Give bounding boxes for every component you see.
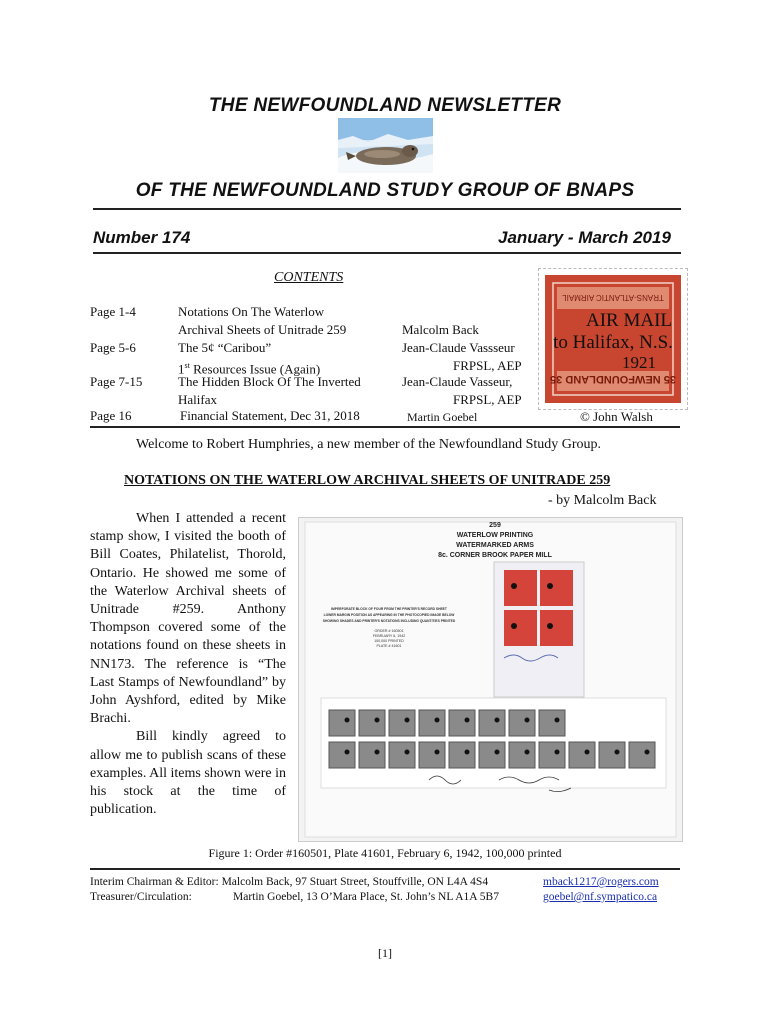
- toc-page-1: Page 1-4: [90, 304, 136, 319]
- grey-stamp: [329, 742, 355, 768]
- punch-hole: [495, 750, 500, 755]
- svg-text:WATERLOW PRINTING: WATERLOW PRINTING: [456, 532, 534, 539]
- treasurer-email-link[interactable]: goebel@nf.sympatico.ca: [543, 891, 658, 903]
- svg-text:SHOWING SHADES AND PRINTER'S N: SHOWING SHADES AND PRINTER'S NOTATIONS INCLUDING QUANTITIES PRINTED: [322, 619, 456, 623]
- footer-treasurer-address: Martin Goebel, 13 O’Mara Place, St. John’s NL A1A 5B7: [233, 891, 499, 903]
- toc-author-4: Martin Goebel: [407, 410, 478, 424]
- punch-hole: [435, 718, 440, 723]
- punch-hole: [405, 750, 410, 755]
- seal-logo-image: [338, 118, 433, 173]
- stamp-overprint-line1: AIR MAIL: [585, 310, 673, 331]
- punch-hole: [405, 718, 410, 723]
- toc-title-2a: The 5¢ “Caribou”: [178, 340, 272, 355]
- grey-stamp: [599, 742, 625, 768]
- punch-hole: [465, 718, 470, 723]
- toc-page-4: Page 16: [90, 408, 132, 423]
- grey-stamp: [359, 710, 385, 736]
- grey-stamp: [359, 742, 385, 768]
- grey-stamp: [389, 710, 415, 736]
- punch-hole: [585, 750, 590, 755]
- figure-caption: Figure 1: Order #160501, Plate 41601, February 6, 1942, 100,000 printed: [208, 846, 562, 860]
- toc-author-2b: FRPSL, AEP: [453, 358, 522, 373]
- punch-hole: [375, 718, 380, 723]
- issue-date: January - March 2019: [498, 228, 671, 247]
- toc-author-3a: Jean-Claude Vasseur,: [402, 374, 513, 389]
- grey-stamp: [449, 742, 475, 768]
- svg-text:WATERMARKED ARMS: WATERMARKED ARMS: [456, 542, 534, 549]
- punch-hole: [547, 623, 553, 629]
- grey-stamp: [509, 710, 535, 736]
- punch-hole: [511, 623, 517, 629]
- punch-hole: [525, 718, 530, 723]
- punch-hole: [495, 718, 500, 723]
- red-stamp: [540, 570, 573, 606]
- article-paragraph-1: When I attended a recent stamp show, I visited the booth of Bill Coates, Philatelist, Thorold, Ontario. He showed me some of the Waterlow Archival sheets of Unitrade #259. Anthony Thompson covered some of the notations found on these sheets in NN173. The reference is “The Last Stamps of Newfoundland” by John Ayshford, edited by Mike Brachi.: [90, 511, 286, 727]
- issue-number: Number 174: [93, 228, 191, 247]
- svg-text:IMPERFORATE BLOCK OF FOUR FROM: IMPERFORATE BLOCK OF FOUR FROM THE PRINTER'S RECORD SHEET: [331, 607, 447, 611]
- article-byline: - by Malcolm Back: [548, 493, 657, 508]
- header-rule-top: [93, 208, 681, 210]
- toc-title-2b: 1st Resources Issue (Again): [178, 361, 321, 377]
- header-rule-bottom: [93, 252, 681, 254]
- toc-title-3a: The Hidden Block Of The Inverted: [178, 374, 361, 389]
- toc-title-1a: Notations On The Waterlow: [178, 304, 325, 319]
- page-number: [1]: [378, 946, 392, 960]
- grey-stamp: [329, 710, 355, 736]
- svg-text:100,000 PRINTED: 100,000 PRINTED: [374, 639, 404, 643]
- grey-stamp: [419, 710, 445, 736]
- grey-stamp: [629, 742, 655, 768]
- footer-treasurer-label: Treasurer/Circulation:: [90, 891, 192, 903]
- punch-hole: [465, 750, 470, 755]
- svg-text:PLATE # 41601: PLATE # 41601: [376, 644, 402, 648]
- welcome-note: Welcome to Robert Humphries, a new member of the Newfoundland Study Group.: [136, 437, 602, 452]
- toc-page-2: Page 5-6: [90, 340, 136, 355]
- grey-stamp: [569, 742, 595, 768]
- toc-title-3b: Halifax: [178, 392, 217, 407]
- punch-hole: [555, 718, 560, 723]
- grey-stamp: [479, 710, 505, 736]
- svg-text:TRANS-ATLANTIC AIRMAIL: TRANS-ATLANTIC AIRMAIL: [562, 293, 664, 302]
- toc-author-1: Malcolm Back: [402, 322, 479, 337]
- grey-stamp: [539, 742, 565, 768]
- red-stamp: [504, 610, 537, 646]
- toc-title-4: Financial Statement, Dec 31, 2018: [180, 408, 360, 423]
- editor-email-link[interactable]: mback1217@rogers.com: [543, 876, 659, 888]
- toc-page-3: Page 7-15: [90, 374, 143, 389]
- archival-sheet-figure: [298, 517, 683, 842]
- footer-editor: Interim Chairman & Editor: Malcolm Back, 97 Stuart Street, Stouffville, ON L4A 4S4: [90, 876, 489, 888]
- grey-stamp: [449, 710, 475, 736]
- svg-text:8c. CORNER BROOK PAPER MILL: 8c. CORNER BROOK PAPER MILL: [438, 552, 552, 559]
- punch-hole: [547, 583, 553, 589]
- toc-author-3b: FRPSL, AEP: [453, 392, 522, 407]
- newsletter-subtitle: OF THE NEWFOUNDLAND STUDY GROUP OF BNAPS: [135, 180, 635, 201]
- contents-rule: [90, 426, 680, 428]
- stamp-overprint-line3: 1921: [622, 353, 656, 372]
- punch-hole: [375, 750, 380, 755]
- punch-hole: [525, 750, 530, 755]
- stamp-overprint-line2: to Halifax, N.S.: [553, 332, 673, 353]
- contents-heading: CONTENTS: [274, 270, 344, 285]
- newsletter-title: THE NEWFOUNDLAND NEWSLETTER: [208, 95, 562, 116]
- airmail-stamp-image: [538, 268, 688, 410]
- article-title: NOTATIONS ON THE WATERLOW ARCHIVAL SHEETS OF UNITRADE 259: [124, 473, 611, 488]
- toc-author-2a: Jean-Claude Vassseur: [402, 340, 515, 355]
- grey-stamp: [419, 742, 445, 768]
- punch-hole: [435, 750, 440, 755]
- svg-text:259: 259: [489, 522, 501, 529]
- svg-text:LOWER MARGIN POSITION AS APPEA: LOWER MARGIN POSITION AS APPEARING IN THE PHOTOCOPIED IMAGE BELOW: [323, 613, 455, 617]
- svg-text:FEBRUARY 6, 1942: FEBRUARY 6, 1942: [372, 634, 406, 638]
- stamp-credit: © John Walsh: [580, 409, 653, 424]
- punch-hole: [645, 750, 650, 755]
- punch-hole: [345, 718, 350, 723]
- article-paragraph-2: Bill kindly agreed to allow me to publish scans of these examples. All items shown were in his stock at the time of publication.: [90, 729, 286, 818]
- punch-hole: [615, 750, 620, 755]
- toc-title-1b: Archival Sheets of Unitrade 259: [178, 322, 347, 337]
- article-body: [90, 510, 286, 819]
- grey-stamp: [539, 710, 565, 736]
- svg-text:ORDER # 160501: ORDER # 160501: [374, 629, 404, 633]
- svg-text:35 NEWFOUNDLAND 35: 35 NEWFOUNDLAND 35: [550, 373, 676, 385]
- footer-rule: [90, 868, 680, 870]
- grey-stamp: [479, 742, 505, 768]
- red-stamp: [540, 610, 573, 646]
- punch-hole: [511, 583, 517, 589]
- grey-stamp: [389, 742, 415, 768]
- punch-hole: [345, 750, 350, 755]
- red-stamp: [504, 570, 537, 606]
- grey-stamp: [509, 742, 535, 768]
- punch-hole: [555, 750, 560, 755]
